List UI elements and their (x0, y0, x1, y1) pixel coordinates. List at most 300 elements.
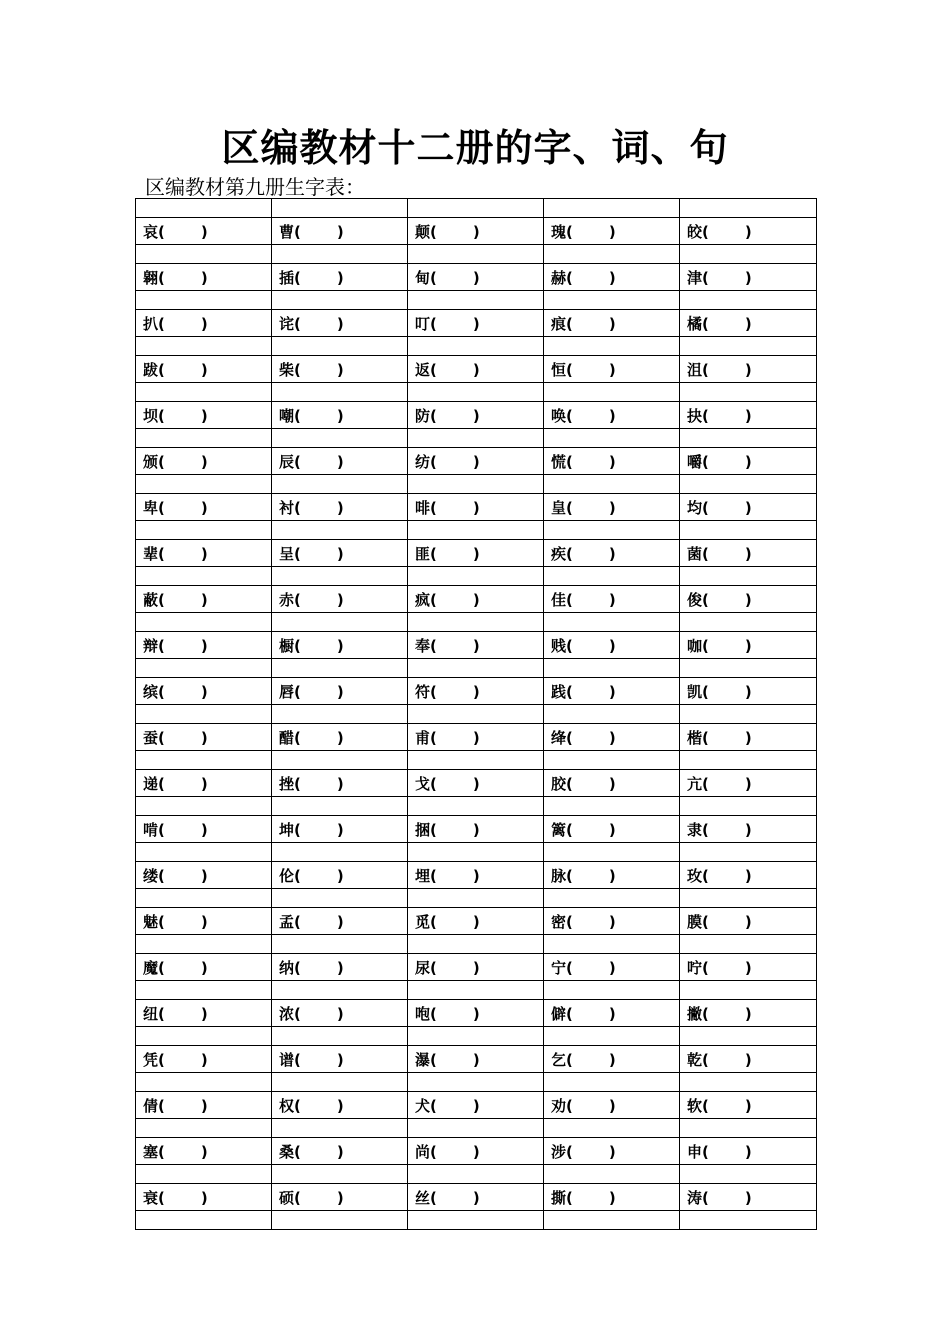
character-label: 乾 (687, 1050, 703, 1069)
pinyin-open-paren: ( (566, 268, 573, 287)
pinyin-close-paren: ) (336, 590, 344, 609)
spacer-cell (272, 429, 408, 448)
character-label: 纺 (415, 452, 431, 471)
pinyin-close-paren: ) (200, 866, 208, 885)
spacer-cell (272, 1211, 408, 1230)
character-label: 咛 (687, 958, 703, 977)
spacer-cell (544, 843, 680, 862)
pinyin-open-paren: ( (158, 912, 165, 931)
spacer-cell (272, 1027, 408, 1046)
pinyin-close-paren: ) (336, 406, 344, 425)
spacer-cell (408, 935, 544, 954)
character-cell (272, 264, 408, 291)
spacer-cell (136, 245, 272, 264)
character-label: 符 (415, 682, 431, 701)
character-label: 抉 (687, 406, 703, 425)
pinyin-close-paren: ) (336, 268, 344, 287)
spacer-cell (272, 889, 408, 908)
spacer-cell (544, 659, 680, 678)
pinyin-close-paren: ) (472, 728, 480, 747)
spacer-row (136, 1027, 817, 1046)
character-label: 甸 (415, 268, 431, 287)
character-cell (136, 218, 272, 245)
pinyin-close-paren: ) (608, 682, 616, 701)
pinyin-open-paren: ( (566, 1004, 573, 1023)
spacer-cell (544, 475, 680, 494)
spacer-cell (680, 935, 817, 954)
spacer-cell (272, 1165, 408, 1184)
pinyin-open-paren: ( (158, 1050, 165, 1069)
spacer-cell (544, 429, 680, 448)
character-label: 沮 (687, 360, 703, 379)
character-cell (408, 1138, 544, 1165)
character-label: 谱 (279, 1050, 295, 1069)
character-cell (136, 862, 272, 889)
spacer-row (136, 291, 817, 310)
character-cell (136, 816, 272, 843)
character-label: 楷 (687, 728, 703, 747)
spacer-cell (544, 1119, 680, 1138)
pinyin-open-paren: ( (702, 1050, 709, 1069)
character-label: 柴 (279, 360, 295, 379)
character-label: 凯 (687, 682, 703, 701)
spacer-cell (680, 659, 817, 678)
spacer-row (136, 797, 817, 816)
character-cell (408, 494, 544, 521)
character-cell (680, 586, 817, 613)
spacer-cell (544, 245, 680, 264)
spacer-cell (136, 1211, 272, 1230)
pinyin-close-paren: ) (472, 498, 480, 517)
character-label: 啡 (415, 498, 431, 517)
character-cell (136, 402, 272, 429)
pinyin-close-paren: ) (336, 360, 344, 379)
pinyin-close-paren: ) (744, 222, 752, 241)
character-cell (272, 586, 408, 613)
character-cell (544, 1138, 680, 1165)
character-table (135, 198, 817, 1230)
pinyin-close-paren: ) (472, 314, 480, 333)
pinyin-open-paren: ( (430, 958, 437, 977)
character-label: 缕 (143, 866, 159, 885)
character-cell (544, 448, 680, 475)
character-cell (272, 448, 408, 475)
pinyin-open-paren: ( (702, 636, 709, 655)
pinyin-open-paren: ( (430, 314, 437, 333)
spacer-row (136, 337, 817, 356)
character-label: 辈 (143, 544, 159, 563)
pinyin-open-paren: ( (702, 1142, 709, 1161)
spacer-cell (136, 613, 272, 632)
character-cell (680, 1138, 817, 1165)
character-cell (408, 724, 544, 751)
pinyin-close-paren: ) (608, 1004, 616, 1023)
pinyin-open-paren: ( (566, 912, 573, 931)
character-label: 皎 (687, 222, 703, 241)
pinyin-close-paren: ) (200, 452, 208, 471)
pinyin-close-paren: ) (608, 866, 616, 885)
character-table-body (136, 199, 817, 1230)
pinyin-open-paren: ( (566, 820, 573, 839)
character-label: 俊 (687, 590, 703, 609)
character-cell (544, 402, 680, 429)
character-label: 篱 (551, 820, 567, 839)
character-cell (408, 356, 544, 383)
spacer-cell (408, 705, 544, 724)
character-label: 辰 (279, 452, 295, 471)
character-label: 撇 (687, 1004, 703, 1023)
spacer-cell (408, 199, 544, 218)
character-label: 颠 (415, 222, 431, 241)
pinyin-close-paren: ) (336, 958, 344, 977)
pinyin-close-paren: ) (336, 1188, 344, 1207)
pinyin-close-paren: ) (608, 774, 616, 793)
spacer-cell (408, 567, 544, 586)
spacer-cell (680, 1073, 817, 1092)
pinyin-open-paren: ( (702, 544, 709, 563)
table-row (136, 264, 817, 291)
spacer-cell (408, 429, 544, 448)
pinyin-open-paren: ( (430, 636, 437, 655)
pinyin-close-paren: ) (744, 1050, 752, 1069)
pinyin-close-paren: ) (200, 544, 208, 563)
character-cell (544, 310, 680, 337)
spacer-cell (408, 1027, 544, 1046)
character-label: 权 (279, 1096, 295, 1115)
spacer-cell (680, 521, 817, 540)
pinyin-close-paren: ) (472, 1050, 480, 1069)
character-cell (408, 770, 544, 797)
pinyin-close-paren: ) (200, 590, 208, 609)
character-cell (136, 356, 272, 383)
character-label: 脉 (551, 866, 567, 885)
spacer-cell (544, 1073, 680, 1092)
table-row (136, 448, 817, 475)
pinyin-open-paren: ( (158, 406, 165, 425)
pinyin-open-paren: ( (430, 1142, 437, 1161)
pinyin-open-paren: ( (294, 774, 301, 793)
spacer-cell (544, 567, 680, 586)
pinyin-open-paren: ( (294, 1188, 301, 1207)
pinyin-close-paren: ) (336, 636, 344, 655)
pinyin-close-paren: ) (200, 1050, 208, 1069)
spacer-cell (544, 383, 680, 402)
character-cell (136, 954, 272, 981)
pinyin-close-paren: ) (744, 774, 752, 793)
spacer-row (136, 199, 817, 218)
pinyin-close-paren: ) (336, 912, 344, 931)
spacer-cell (680, 705, 817, 724)
spacer-cell (136, 981, 272, 1000)
pinyin-open-paren: ( (430, 498, 437, 517)
character-cell (272, 1046, 408, 1073)
character-cell (408, 908, 544, 935)
character-label: 挫 (279, 774, 295, 793)
spacer-cell (408, 797, 544, 816)
table-row (136, 816, 817, 843)
pinyin-open-paren: ( (702, 268, 709, 287)
character-cell (136, 632, 272, 659)
table-row (136, 218, 817, 245)
table-row (136, 862, 817, 889)
pinyin-close-paren: ) (472, 912, 480, 931)
character-cell (136, 310, 272, 337)
pinyin-open-paren: ( (430, 268, 437, 287)
pinyin-close-paren: ) (200, 1004, 208, 1023)
character-cell (544, 724, 680, 751)
character-cell (680, 402, 817, 429)
spacer-cell (272, 245, 408, 264)
character-cell (544, 1092, 680, 1119)
character-cell (680, 1046, 817, 1073)
character-label: 涛 (687, 1188, 703, 1207)
pinyin-open-paren: ( (430, 360, 437, 379)
character-cell (408, 1046, 544, 1073)
character-label: 密 (551, 912, 567, 931)
pinyin-open-paren: ( (158, 958, 165, 977)
pinyin-close-paren: ) (608, 958, 616, 977)
character-label: 硕 (279, 1188, 295, 1207)
character-cell (136, 1046, 272, 1073)
pinyin-close-paren: ) (608, 222, 616, 241)
character-cell (680, 448, 817, 475)
character-cell (136, 724, 272, 751)
spacer-cell (544, 613, 680, 632)
pinyin-close-paren: ) (200, 406, 208, 425)
character-cell (136, 678, 272, 705)
pinyin-open-paren: ( (294, 820, 301, 839)
pinyin-open-paren: ( (158, 452, 165, 471)
pinyin-open-paren: ( (566, 682, 573, 701)
character-label: 橱 (279, 636, 295, 655)
pinyin-close-paren: ) (744, 958, 752, 977)
character-cell (544, 1000, 680, 1027)
character-cell (680, 954, 817, 981)
spacer-cell (680, 429, 817, 448)
pinyin-close-paren: ) (200, 774, 208, 793)
character-label: 膜 (687, 912, 703, 931)
character-cell (272, 678, 408, 705)
pinyin-close-paren: ) (744, 498, 752, 517)
spacer-cell (136, 521, 272, 540)
pinyin-open-paren: ( (566, 1050, 573, 1069)
pinyin-close-paren: ) (200, 314, 208, 333)
pinyin-open-paren: ( (566, 1142, 573, 1161)
character-label: 诧 (279, 314, 295, 333)
pinyin-open-paren: ( (702, 590, 709, 609)
character-cell (544, 632, 680, 659)
character-cell (136, 264, 272, 291)
character-cell (408, 402, 544, 429)
character-label: 申 (687, 1142, 703, 1161)
pinyin-close-paren: ) (608, 406, 616, 425)
pinyin-close-paren: ) (608, 728, 616, 747)
character-label: 甫 (415, 728, 431, 747)
character-label: 劝 (551, 1096, 567, 1115)
character-cell (408, 264, 544, 291)
spacer-cell (136, 429, 272, 448)
character-cell (272, 1138, 408, 1165)
pinyin-open-paren: ( (566, 728, 573, 747)
pinyin-open-paren: ( (702, 1188, 709, 1207)
spacer-row (136, 1211, 817, 1230)
pinyin-open-paren: ( (294, 544, 301, 563)
character-label: 翱 (143, 268, 159, 287)
spacer-cell (136, 1027, 272, 1046)
pinyin-open-paren: ( (158, 268, 165, 287)
pinyin-open-paren: ( (430, 406, 437, 425)
pinyin-close-paren: ) (336, 1142, 344, 1161)
character-label: 尿 (415, 958, 431, 977)
spacer-cell (272, 521, 408, 540)
character-cell (544, 816, 680, 843)
pinyin-close-paren: ) (200, 728, 208, 747)
table-row (136, 678, 817, 705)
pinyin-close-paren: ) (336, 774, 344, 793)
character-label: 恒 (551, 360, 567, 379)
pinyin-close-paren: ) (472, 820, 480, 839)
pinyin-close-paren: ) (608, 1096, 616, 1115)
spacer-row (136, 751, 817, 770)
spacer-cell (680, 1211, 817, 1230)
character-cell (272, 632, 408, 659)
pinyin-close-paren: ) (200, 222, 208, 241)
spacer-cell (272, 659, 408, 678)
character-cell (272, 1000, 408, 1027)
pinyin-open-paren: ( (158, 774, 165, 793)
character-cell (680, 356, 817, 383)
character-cell (272, 816, 408, 843)
spacer-row (136, 705, 817, 724)
spacer-row (136, 843, 817, 862)
pinyin-close-paren: ) (608, 636, 616, 655)
character-cell (136, 540, 272, 567)
character-cell (136, 1138, 272, 1165)
table-row (136, 908, 817, 935)
spacer-cell (680, 245, 817, 264)
pinyin-close-paren: ) (472, 1004, 480, 1023)
pinyin-open-paren: ( (158, 682, 165, 701)
pinyin-open-paren: ( (158, 1188, 165, 1207)
character-cell (544, 954, 680, 981)
character-label: 哀 (143, 222, 159, 241)
table-row (136, 1092, 817, 1119)
spacer-cell (408, 1119, 544, 1138)
spacer-cell (408, 613, 544, 632)
character-cell (544, 770, 680, 797)
pinyin-open-paren: ( (430, 590, 437, 609)
pinyin-close-paren: ) (472, 958, 480, 977)
spacer-cell (136, 1165, 272, 1184)
character-cell (408, 954, 544, 981)
pinyin-open-paren: ( (430, 222, 437, 241)
pinyin-open-paren: ( (158, 1004, 165, 1023)
pinyin-open-paren: ( (158, 636, 165, 655)
spacer-cell (272, 981, 408, 1000)
character-label: 衬 (279, 498, 295, 517)
character-cell (272, 1092, 408, 1119)
character-label: 赤 (279, 590, 295, 609)
pinyin-close-paren: ) (744, 866, 752, 885)
spacer-row (136, 521, 817, 540)
pinyin-open-paren: ( (566, 314, 573, 333)
spacer-cell (408, 245, 544, 264)
character-cell (680, 862, 817, 889)
pinyin-close-paren: ) (472, 406, 480, 425)
spacer-cell (136, 889, 272, 908)
character-label: 唤 (551, 406, 567, 425)
character-label: 叮 (415, 314, 431, 333)
pinyin-close-paren: ) (472, 774, 480, 793)
pinyin-open-paren: ( (158, 728, 165, 747)
character-label: 均 (687, 498, 703, 517)
character-label: 坝 (143, 406, 159, 425)
spacer-cell (272, 337, 408, 356)
pinyin-open-paren: ( (566, 360, 573, 379)
character-cell (544, 540, 680, 567)
character-label: 奉 (415, 636, 431, 655)
character-label: 衰 (143, 1188, 159, 1207)
character-label: 伦 (279, 866, 295, 885)
character-cell (408, 1184, 544, 1211)
pinyin-close-paren: ) (608, 1142, 616, 1161)
pinyin-open-paren: ( (702, 1004, 709, 1023)
character-cell (272, 540, 408, 567)
spacer-cell (136, 199, 272, 218)
character-label: 蚕 (143, 728, 159, 747)
pinyin-open-paren: ( (158, 1096, 165, 1115)
pinyin-close-paren: ) (744, 636, 752, 655)
pinyin-close-paren: ) (336, 866, 344, 885)
character-cell (680, 1184, 817, 1211)
spacer-cell (136, 705, 272, 724)
character-label: 匪 (415, 544, 431, 563)
character-cell (680, 540, 817, 567)
character-label: 卑 (143, 498, 159, 517)
pinyin-close-paren: ) (200, 498, 208, 517)
character-label: 亢 (687, 774, 703, 793)
character-label: 凭 (143, 1050, 159, 1069)
pinyin-close-paren: ) (744, 590, 752, 609)
character-label: 乞 (551, 1050, 567, 1069)
pinyin-open-paren: ( (702, 314, 709, 333)
character-label: 软 (687, 1096, 703, 1115)
spacer-cell (136, 797, 272, 816)
character-label: 浓 (279, 1004, 295, 1023)
pinyin-close-paren: ) (472, 1096, 480, 1115)
spacer-cell (136, 1073, 272, 1092)
pinyin-close-paren: ) (608, 498, 616, 517)
pinyin-close-paren: ) (336, 1050, 344, 1069)
spacer-cell (408, 981, 544, 1000)
spacer-cell (680, 291, 817, 310)
character-cell (680, 1000, 817, 1027)
character-cell (680, 724, 817, 751)
pinyin-open-paren: ( (158, 866, 165, 885)
pinyin-close-paren: ) (744, 728, 752, 747)
character-cell (680, 908, 817, 935)
pinyin-open-paren: ( (430, 774, 437, 793)
pinyin-close-paren: ) (336, 1004, 344, 1023)
spacer-cell (680, 981, 817, 1000)
character-label: 坤 (279, 820, 295, 839)
character-label: 撕 (551, 1188, 567, 1207)
character-cell (136, 494, 272, 521)
character-cell (272, 310, 408, 337)
character-label: 痕 (551, 314, 567, 333)
spacer-cell (680, 1165, 817, 1184)
character-cell (544, 494, 680, 521)
